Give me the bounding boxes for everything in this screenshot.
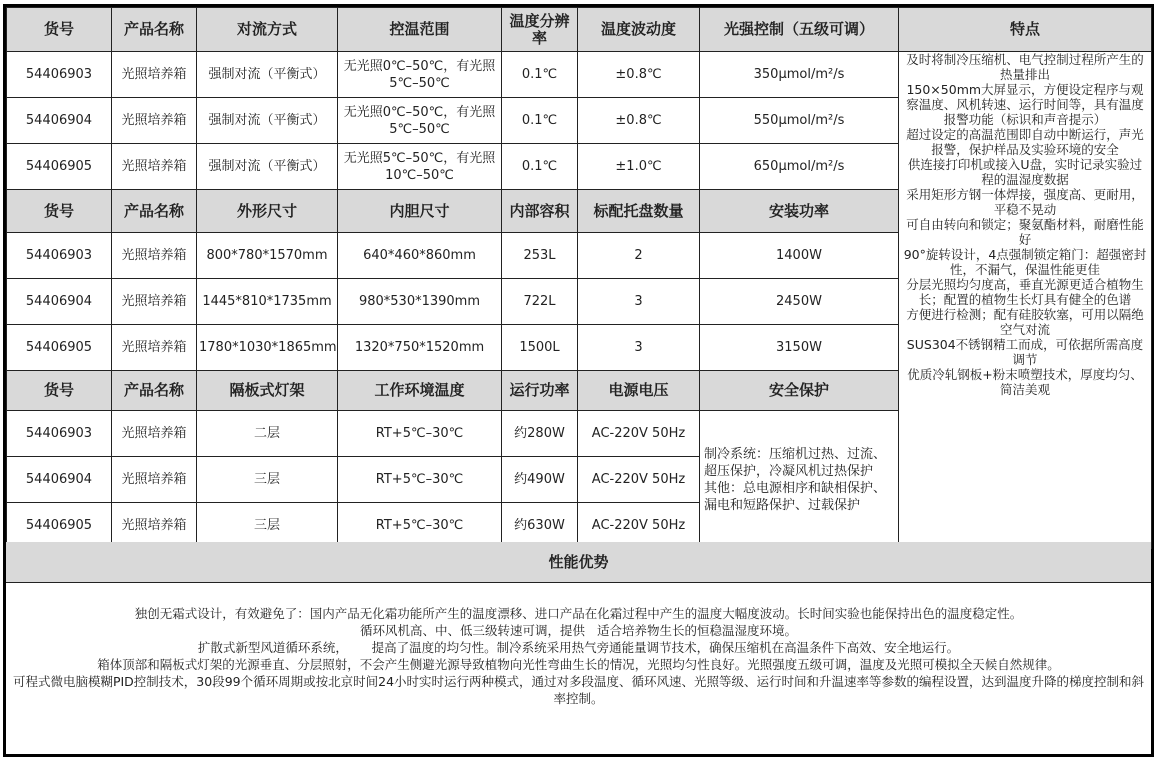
section3-header-cell: 货号: [7, 371, 112, 411]
section3-cell: 约280W: [502, 411, 578, 457]
section2-cell: 1400W: [700, 233, 899, 279]
feature-item: 方便进行检测；配有硅胶软塞，可用以隔绝空气对流: [906, 307, 1144, 337]
section3-header-cell: 工作环境温度: [338, 371, 502, 411]
section3-cell: AC-220V 50Hz: [578, 457, 700, 503]
feature-item: 采用矩形方钢一体焊接，强度高、更耐用，平稳不晃动: [906, 187, 1144, 217]
section1-header-cell: 温度分辨率: [502, 8, 578, 52]
section1-cell: 54406904: [7, 98, 112, 144]
section1-header-cell: 控温范围: [338, 8, 502, 52]
section3-header-cell: 电源电压: [578, 371, 700, 411]
section2-header-cell: 内部容积: [502, 190, 578, 233]
section2-header-cell: 货号: [7, 190, 112, 233]
section1-cell: 0.1℃: [502, 98, 578, 144]
section2-cell: 2: [578, 233, 700, 279]
feature-item: 供连接打印机或接入U盘，实时记录实验过程的温湿度数据: [907, 157, 1143, 187]
section3-cell: 约490W: [502, 457, 578, 503]
table-row: [7, 52, 1152, 98]
section2-header-cell: 安装功率: [700, 190, 899, 233]
section3-cell: 二层: [197, 411, 338, 457]
section1-header-row: [7, 8, 1152, 52]
section3-cell: 光照培养箱: [112, 411, 197, 457]
section3-cell: 54406904: [7, 457, 112, 503]
features-cell: [899, 52, 1152, 549]
performance-text: [6, 583, 1151, 754]
section3-cell: 54406903: [7, 411, 112, 457]
section1-header-cell: 货号: [7, 8, 112, 52]
performance-line: 循环风机高、中、低三级转速可调，提供 适合培养物生长的恒稳温湿度环境。: [360, 623, 797, 638]
section2-cell: 光照培养箱: [112, 279, 197, 325]
feature-item: 90°旋转设计，4点强制锁定箱门：超强密封性，不漏气，保温性能更佳: [903, 247, 1147, 277]
section3-header-cell: 隔板式灯架: [197, 371, 338, 411]
section2-cell: 1780*1030*1865mm: [197, 325, 338, 371]
section2-header-cell: 标配托盘数量: [578, 190, 700, 233]
feature-item: 及时将制冷压缩机、电气控制过程所产生的热量排出: [906, 52, 1144, 82]
section1-cell: 550μmol/m²/s: [700, 98, 899, 144]
performance-line: 箱体顶部和隔板式灯架的光源垂直、分层照射，不会产生侧避光源导致植物向光性弯曲生长的情况，光照均匀性良好。光照强度五级可调，温度及光照可模拟全天候自然规律。: [97, 657, 1060, 672]
section2-cell: 1320*750*1520mm: [338, 325, 502, 371]
section1-cell: 光照培养箱: [112, 98, 197, 144]
section1-cell: 350μmol/m²/s: [700, 52, 899, 98]
section1-header-cell: 对流方式: [197, 8, 338, 52]
performance-line: 扩散式新型风道循环系统， 提高了温度的均匀性。制冷系统采用热气旁通能量调节技术，确保压缩机在高温条件下高效、安全地运行。: [197, 640, 960, 655]
section1-header-cell: 光强控制（五级可调）: [700, 8, 899, 52]
section1-header-cell: 特点: [899, 8, 1152, 52]
section2-cell: 3: [578, 279, 700, 325]
section3-cell: 三层: [197, 503, 338, 549]
section2-cell: 光照培养箱: [112, 325, 197, 371]
section2-cell: 640*460*860mm: [338, 233, 502, 279]
section2-header-cell: 产品名称: [112, 190, 197, 233]
section1-header-cell: 产品名称: [112, 8, 197, 52]
section3-header-cell: 运行功率: [502, 371, 578, 411]
section3-cell: RT+5℃–30℃: [338, 411, 502, 457]
section1-cell: 650μmol/m²/s: [700, 144, 899, 190]
performance-title: 性能优势: [6, 542, 1151, 583]
section1-cell: 强制对流（平衡式）: [197, 98, 338, 144]
section1-cell: 无光照5℃–50℃，有光照10℃–50℃: [338, 144, 502, 190]
section3-cell: RT+5℃–30℃: [338, 457, 502, 503]
section2-cell: 722L: [502, 279, 578, 325]
section3-cell: 约630W: [502, 503, 578, 549]
section1-cell: ±1.0℃: [578, 144, 700, 190]
feature-item: 超过设定的高温范围即自动中断运行，声光报警，保护样品及实验环境的安全: [906, 127, 1144, 157]
feature-item: 分层光照均匀度高，垂直光源更适合植物生长；配置的植物生长灯具有健全的色谱: [906, 277, 1144, 307]
section1-cell: 0.1℃: [502, 144, 578, 190]
section1-cell: 54406903: [7, 52, 112, 98]
feature-item: 可自由转向和锁定；聚氨酯材料，耐磨性能好: [906, 217, 1144, 247]
section3-header-cell: 产品名称: [112, 371, 197, 411]
section3-cell: AC-220V 50Hz: [578, 411, 700, 457]
section2-cell: 253L: [502, 233, 578, 279]
feature-item: SUS304不锈钢精工而成，可依据所需高度调节: [906, 337, 1144, 367]
section1-cell: 无光照0℃–50℃，有光照5℃–50℃: [338, 52, 502, 98]
section2-cell: 800*780*1570mm: [197, 233, 338, 279]
section3-header-cell: 安全保护: [700, 371, 899, 411]
section2-cell: 54406905: [7, 325, 112, 371]
section1-cell: 强制对流（平衡式）: [197, 52, 338, 98]
section1-cell: 光照培养箱: [112, 52, 197, 98]
section2-cell: 3150W: [700, 325, 899, 371]
section1-cell: 无光照0℃–50℃，有光照5℃–50℃: [338, 98, 502, 144]
spec-sheet: [3, 4, 1154, 757]
section3-cell: AC-220V 50Hz: [578, 503, 700, 549]
safety-cell: 制冷系统：压缩机过热、过流、超压保护，冷凝风机过热保护 其他：总电源相序和缺相保护、漏电和短路保护、过载保护: [700, 411, 899, 549]
feature-item: 优质冷轧钢板+粉末喷塑技术，厚度均匀、简洁美观: [907, 367, 1143, 397]
section3-cell: 光照培养箱: [112, 503, 197, 549]
performance-line: 独创无霜式设计，有效避免了：国内产品无化霜功能所产生的温度漂移、进口产品在化霜过程中产生的温度大幅度波动。长时间实验也能保持出色的温度稳定性。: [134, 606, 1023, 621]
section1-header-cell: 温度波动度: [578, 8, 700, 52]
section2-cell: 光照培养箱: [112, 233, 197, 279]
section3-cell: RT+5℃–30℃: [338, 503, 502, 549]
section2-cell: 2450W: [700, 279, 899, 325]
section1-cell: 0.1℃: [502, 52, 578, 98]
section1-cell: 光照培养箱: [112, 144, 197, 190]
section2-cell: 3: [578, 325, 700, 371]
section2-cell: 1500L: [502, 325, 578, 371]
section2-cell: 1445*810*1735mm: [197, 279, 338, 325]
section2-cell: 54406904: [7, 279, 112, 325]
section2-header-cell: 内胆尺寸: [338, 190, 502, 233]
section3-cell: 54406905: [7, 503, 112, 549]
section2-header-cell: 外形尺寸: [197, 190, 338, 233]
feature-item: 150×50mm大屏显示，方便设定程序与观察温度、风机转速、运行时间等，具有温度报警功能（标识和声音提示）: [906, 82, 1144, 127]
section1-cell: 强制对流（平衡式）: [197, 144, 338, 190]
performance-line: 可程式微电脑模糊PID控制技术，30段99个循环周期或按北京时间24小时实时运行两种模式，通过对多段温度、循环风速、光照等级、运行时间和升温速率等参数的编程设置，达到温度升降的梯度控制和斜率控制。: [12, 674, 1145, 706]
section3-cell: 光照培养箱: [112, 457, 197, 503]
section1-cell: 54406905: [7, 144, 112, 190]
section1-cell: ±0.8℃: [578, 52, 700, 98]
section2-cell: 980*530*1390mm: [338, 279, 502, 325]
spec-table: [6, 7, 1152, 549]
section1-cell: ±0.8℃: [578, 98, 700, 144]
section3-cell: 三层: [197, 457, 338, 503]
section2-cell: 54406903: [7, 233, 112, 279]
